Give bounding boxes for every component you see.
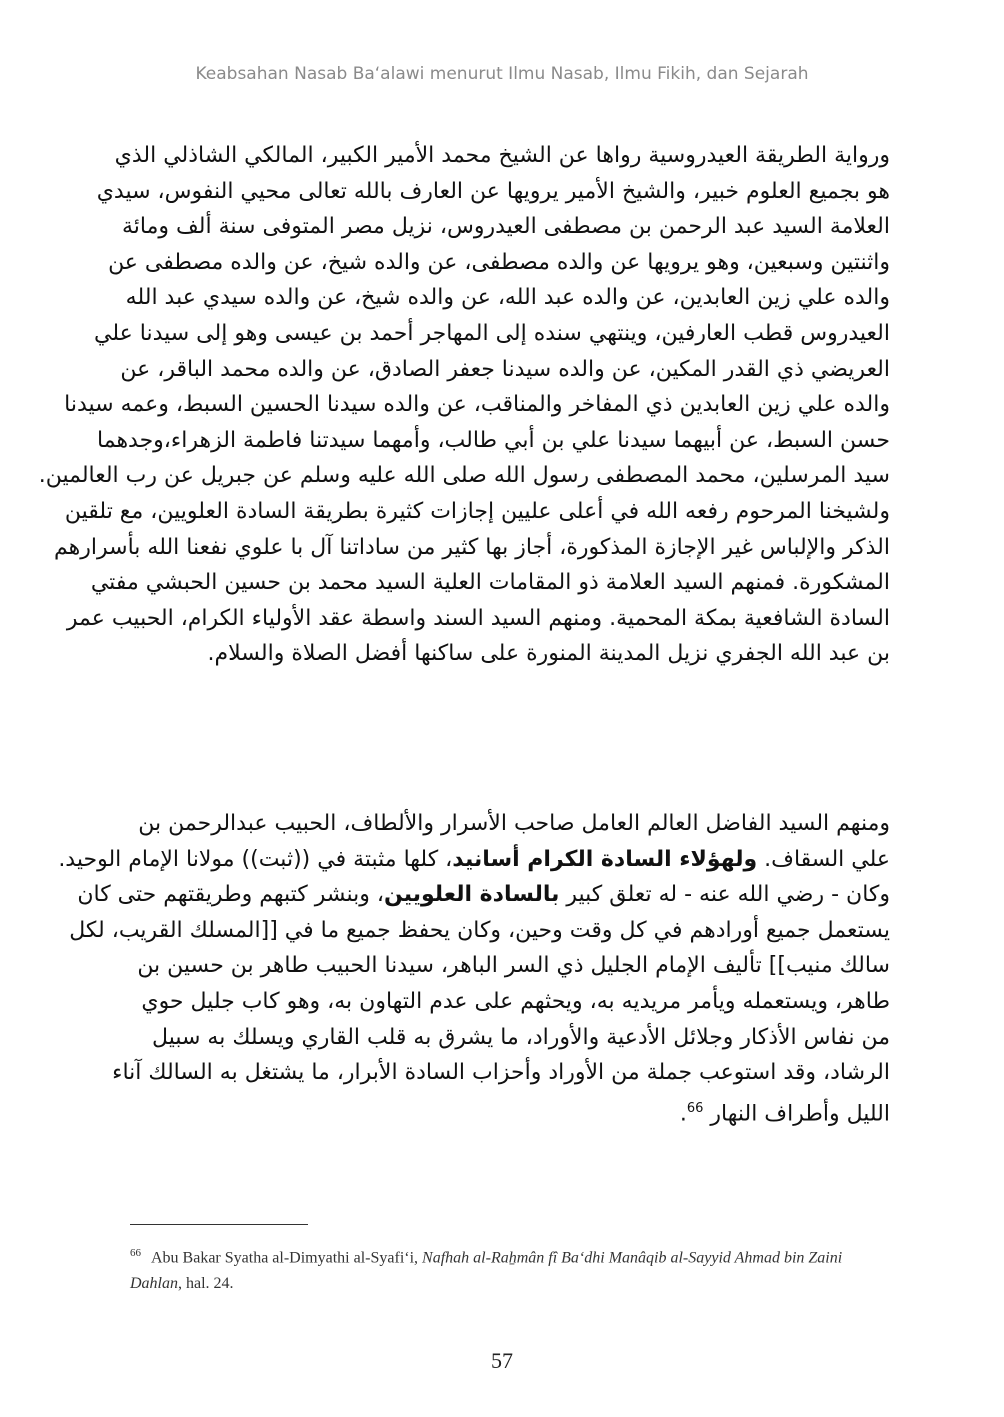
footnote — [130, 1240, 890, 1297]
running-header: Keabsahan Nasab Ba‘alawi menurut Ilmu Nasab, Ilmu Fikih, dan Sejarah — [195, 64, 809, 84]
text-line: يستعمل جميع أورادهم في كل وقت وحين، وكان يحفظ جميع ما في [[المسلك القريب، لكل — [69, 917, 890, 943]
text-line — [130, 1091, 890, 1132]
text-line: العريضي ذي القدر المكين، عن والده سيدنا جعفر الصادق، عن والده محمد الباقر، عن — [120, 356, 890, 382]
text-line: السادة الشافعية بمكة المحمية. ومنهم السيد السند واسطة عقد الأولياء الكرام، الحبيب عمر — [66, 605, 890, 631]
footnote-reference[interactable]: 66 — [686, 1100, 704, 1116]
footnote-number: 66 — [130, 1247, 141, 1259]
text-line: بن عبد الله الجفري نزيل المدينة المنورة على ساكنها أفضل الصلاة والسلام. — [207, 641, 890, 667]
page-number: 57 — [491, 1348, 513, 1373]
text-line: الذكر والإلباس غير الإجازة المذكورة، أجاز بها كثير من ساداتنا آل با علوي نفعنا الله بأسرارهم — [54, 534, 890, 560]
text-line: سالك منيب]] تأليف الإمام الجليل ذي السر الباهر، سيدنا الحبيب طاهر بن حسين بن — [137, 953, 890, 979]
text-line: الرشاد، وقد استوعب جملة من الأوراد وأحزاب السادة الأبرار، ما يشتغل به السالك آناء — [112, 1060, 890, 1086]
text-segment: ، وبنشر كتبهم وطريقتهم حتى كان — [77, 882, 384, 908]
text-segment: وكان - رضي الله عنه - له تعلق كبير — [559, 882, 890, 908]
footnote-suffix: , hal. 24. — [178, 1275, 234, 1293]
body-paragraph-1 — [38, 138, 890, 672]
text-line: سيد المرسلين، محمد المصطفى رسول الله صلى الله عليه وسلم عن جبريل عن رب العالمين. — [38, 463, 890, 489]
bold-text: ولهؤلاء السادة الكرام أسانيد — [452, 846, 758, 872]
text-line — [58, 842, 890, 878]
text-line: العلامة السيد عبد الرحمن بن مصطفى العيدروس، نزيل مصر المتوفى سنة ألف ومائة — [121, 214, 890, 240]
text-line: والده علي زين العابدين ذي المفاخر والمناقب، عن والده سيدنا الحسين السبط، وعمه سيدنا — [64, 392, 890, 418]
text-segment: . — [679, 1101, 687, 1127]
footnote-title: Nafhah al-Raẖmân fî Ba‘dhi Manâqib al-Sayyid Ahmad bin Zaini Dahlan — [130, 1249, 843, 1293]
footnote-separator — [130, 1224, 308, 1225]
text-line: ومنهم السيد الفاضل العالم العامل صاحب الأسرار والألطاف، الحبيب عبدالرحمن بن — [138, 811, 890, 836]
text-line: هو بجميع العلوم خبير، والشيخ الأمير يرويها عن العارف بالله تعالى محيي النفوس، سيدي — [96, 178, 890, 204]
text-segment: علي السقاف. — [757, 846, 890, 872]
text-segment: الليل وأطراف النهار — [703, 1101, 890, 1127]
bold-text: بالسادة العلويين — [383, 882, 560, 908]
text-line: طاهر، ويستعمله ويأمر مريديه به، ويحثهم على عدم التهاون به، وهو كاب جليل حوي — [141, 988, 890, 1014]
text-line: العيدروس قطب العارفين، وينتهي سنده إلى المهاجر أحمد بن عيسى وهو إلى سيدنا علي — [94, 320, 890, 346]
body-paragraph-2 — [58, 806, 890, 1132]
text-line: واثنتين وسبعين، وهو يرويها عن والده مصطفى، عن والده شيخ، عن والده مصطفى عن — [108, 249, 890, 275]
text-line: والده علي زين العابدين، عن والده عبد الله، عن والده شيخ، عن والده سيدي عبد الله — [125, 285, 890, 311]
text-line — [77, 877, 890, 913]
text-segment: ، كلها مثبتة في ((ثبت)) مولانا الإمام الوحيد. — [58, 846, 453, 872]
text-line: حسن السبط، عن أبيهما سيدنا علي بن أبي طالب، وأمهما سيدتنا فاطمة الزهراء،وجدهما — [97, 427, 890, 453]
text-line: ورواية الطريقة العيدروسية رواها عن الشيخ محمد الأمير الكبير، المالكي الشاذلي الذي — [114, 143, 890, 168]
text-line: ولشيخنا المرحوم رفعه الله في أعلى عليين إجازات كثيرة بطريقة السادة العلويين، مع تلقين — [64, 498, 890, 524]
text-line: المشكورة. فمنهم السيد العلامة ذو المقامات العلية السيد محمد بن حسين الحبشي مفتي — [90, 570, 890, 596]
footnote-author: Abu Bakar Syatha al-Dimyathi al-Syafi‘i, — [151, 1249, 423, 1267]
text-line: من نفاس الأذكار وجلائل الأدعية والأوراد، ما يشرق به قلب القاري ويسلك به سبيل — [152, 1024, 890, 1050]
